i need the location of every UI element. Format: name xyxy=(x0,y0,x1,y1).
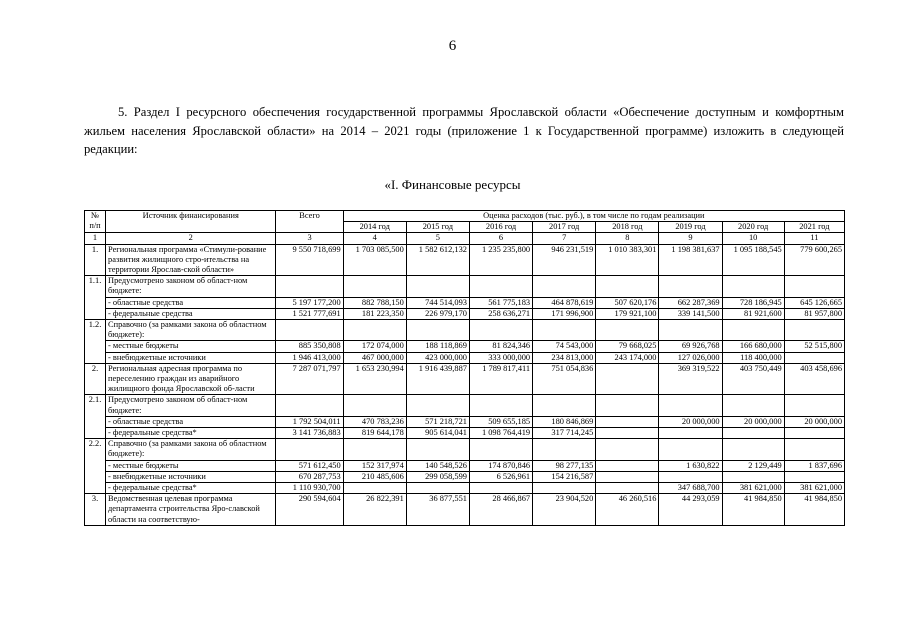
row-value: 166 680,000 xyxy=(722,341,784,352)
row-value xyxy=(406,276,469,297)
column-number: 5 xyxy=(406,233,469,244)
table-row xyxy=(85,494,845,526)
row-number xyxy=(85,308,106,319)
row-value: 188 118,869 xyxy=(406,341,469,352)
row-value xyxy=(533,320,596,341)
row-value: 905 614,041 xyxy=(406,428,469,439)
row-value: 347 688,700 xyxy=(659,483,722,494)
row-value: 1 792 504,011 xyxy=(276,416,343,427)
row-value: 1 521 777,691 xyxy=(276,308,343,319)
row-value: 946 231,519 xyxy=(533,244,596,276)
table-row xyxy=(85,428,845,439)
row-label: Ведомственная целевая программа департамента строительства Яро-славской области на соответствую- xyxy=(106,494,276,526)
row-value: 333 000,000 xyxy=(469,352,532,363)
row-value: 172 074,000 xyxy=(343,341,406,352)
row-value: 1 946 413,000 xyxy=(276,352,343,363)
row-value: 509 655,185 xyxy=(469,416,532,427)
row-value xyxy=(722,471,784,482)
column-number: 3 xyxy=(276,233,343,244)
header-year: 2019 год xyxy=(659,222,722,233)
row-label: - федеральные средства* xyxy=(106,483,276,494)
row-value xyxy=(596,428,659,439)
column-number: 9 xyxy=(659,233,722,244)
row-value: 20 000,000 xyxy=(784,416,844,427)
row-value xyxy=(596,320,659,341)
table-row xyxy=(85,416,845,427)
row-value: 81 957,800 xyxy=(784,308,844,319)
row-number xyxy=(85,352,106,363)
row-value xyxy=(276,395,343,416)
table-row xyxy=(85,439,845,460)
row-value: 140 548,526 xyxy=(406,460,469,471)
row-value: 23 904,520 xyxy=(533,494,596,526)
row-value xyxy=(276,320,343,341)
header-num: № п/п xyxy=(85,211,106,233)
row-value xyxy=(533,439,596,460)
row-value xyxy=(469,483,532,494)
table-row xyxy=(85,320,845,341)
table-row xyxy=(85,308,845,319)
row-value: 571 218,721 xyxy=(406,416,469,427)
row-value xyxy=(469,276,532,297)
row-value xyxy=(784,352,844,363)
row-value: 299 058,599 xyxy=(406,471,469,482)
row-number: 3. xyxy=(85,494,106,526)
row-value xyxy=(406,395,469,416)
row-value: 885 350,808 xyxy=(276,341,343,352)
row-value xyxy=(659,320,722,341)
row-value xyxy=(343,439,406,460)
row-value: 81 824,346 xyxy=(469,341,532,352)
row-value xyxy=(343,276,406,297)
row-value xyxy=(596,483,659,494)
row-value xyxy=(596,471,659,482)
row-label: Предусмотрено законом об област-ном бюджете: xyxy=(106,395,276,416)
row-value xyxy=(722,320,784,341)
row-value: 1 653 230,994 xyxy=(343,363,406,395)
row-number xyxy=(85,471,106,482)
row-value: 118 400,000 xyxy=(722,352,784,363)
row-value: 1 630,822 xyxy=(659,460,722,471)
row-label: - областные средства xyxy=(106,297,276,308)
row-value: 423 000,000 xyxy=(406,352,469,363)
table-row xyxy=(85,276,845,297)
row-value: 1 789 817,411 xyxy=(469,363,532,395)
header-year: 2018 год xyxy=(596,222,659,233)
column-number: 1 xyxy=(85,233,106,244)
row-value: 181 223,350 xyxy=(343,308,406,319)
row-value: 26 822,391 xyxy=(343,494,406,526)
row-value: 5 197 177,200 xyxy=(276,297,343,308)
row-value xyxy=(469,439,532,460)
row-number: 2. xyxy=(85,363,106,395)
row-value xyxy=(784,276,844,297)
paragraph-text: 5. Раздел I ресурсного обеспечения государственной программы Ярославской области «Обеспечение доступным и комфортным жильем населения Ярославской области» на 2014 – 2021 годы (приложение 1 к Государственной программе) изложить в следующей редакции: xyxy=(84,105,844,156)
row-number: 2.2. xyxy=(85,439,106,460)
row-value: 81 921,600 xyxy=(722,308,784,319)
column-number-row xyxy=(85,233,845,244)
row-number xyxy=(85,341,106,352)
row-value: 507 620,176 xyxy=(596,297,659,308)
row-value xyxy=(533,395,596,416)
row-value xyxy=(784,471,844,482)
row-number: 2.1. xyxy=(85,395,106,416)
row-value: 226 979,170 xyxy=(406,308,469,319)
row-value xyxy=(406,439,469,460)
column-number: 8 xyxy=(596,233,659,244)
row-value xyxy=(784,320,844,341)
table-row xyxy=(85,483,845,494)
row-value xyxy=(343,395,406,416)
column-number: 10 xyxy=(722,233,784,244)
table-row xyxy=(85,471,845,482)
row-value xyxy=(784,395,844,416)
header-year: 2016 год xyxy=(469,222,532,233)
row-value: 369 319,522 xyxy=(659,363,722,395)
row-value: 470 783,236 xyxy=(343,416,406,427)
row-value: 1 703 085,500 xyxy=(343,244,406,276)
section-title: «I. Финансовые ресурсы xyxy=(384,177,521,192)
row-value: 1 110 930,700 xyxy=(276,483,343,494)
row-label: - федеральные средства xyxy=(106,308,276,319)
column-number: 6 xyxy=(469,233,532,244)
column-number: 2 xyxy=(106,233,276,244)
header-year: 2014 год xyxy=(343,222,406,233)
row-value: 467 000,000 xyxy=(343,352,406,363)
row-value: 1 010 383,301 xyxy=(596,244,659,276)
row-value: 7 287 071,797 xyxy=(276,363,343,395)
table-row xyxy=(85,363,845,395)
row-value: 41 984,850 xyxy=(784,494,844,526)
row-value: 20 000,000 xyxy=(722,416,784,427)
row-value: 52 515,800 xyxy=(784,341,844,352)
table-body xyxy=(85,244,845,525)
row-value: 46 260,516 xyxy=(596,494,659,526)
row-value: 1 582 612,132 xyxy=(406,244,469,276)
body-paragraph xyxy=(84,103,844,159)
header-year: 2020 год xyxy=(722,222,784,233)
row-value xyxy=(722,395,784,416)
row-value: 403 458,696 xyxy=(784,363,844,395)
row-label: Региональная адресная программа по переселению граждан из аварийного жилищного фонда Ярославской об-ласти xyxy=(106,363,276,395)
row-value: 243 174,000 xyxy=(596,352,659,363)
row-value xyxy=(469,320,532,341)
row-value xyxy=(596,416,659,427)
row-value xyxy=(659,276,722,297)
row-value xyxy=(596,439,659,460)
row-label: - внебюджетные источники xyxy=(106,352,276,363)
header-source: Источник финансирования xyxy=(106,211,276,233)
row-value: 44 293,059 xyxy=(659,494,722,526)
row-value: 381 621,000 xyxy=(784,483,844,494)
row-value xyxy=(343,320,406,341)
row-value: 6 526,961 xyxy=(469,471,532,482)
row-value: 174 870,846 xyxy=(469,460,532,471)
finance-table xyxy=(84,210,845,526)
row-value: 36 877,551 xyxy=(406,494,469,526)
row-value xyxy=(533,483,596,494)
row-value xyxy=(722,439,784,460)
table-row xyxy=(85,395,845,416)
row-value xyxy=(784,439,844,460)
row-value: 290 594,604 xyxy=(276,494,343,526)
row-value: 744 514,093 xyxy=(406,297,469,308)
table-row xyxy=(85,244,845,276)
row-value: 210 485,606 xyxy=(343,471,406,482)
row-label: - областные средства xyxy=(106,416,276,427)
table-row xyxy=(85,341,845,352)
row-number xyxy=(85,483,106,494)
column-number: 4 xyxy=(343,233,406,244)
row-number: 1.1. xyxy=(85,276,106,297)
row-value: 179 921,100 xyxy=(596,308,659,319)
row-number xyxy=(85,416,106,427)
row-value: 127 026,000 xyxy=(659,352,722,363)
row-value xyxy=(659,439,722,460)
header-year: 2015 год xyxy=(406,222,469,233)
row-value: 381 621,000 xyxy=(722,483,784,494)
row-value: 571 612,450 xyxy=(276,460,343,471)
row-value: 3 141 736,883 xyxy=(276,428,343,439)
row-label: - местные бюджеты xyxy=(106,341,276,352)
row-value xyxy=(276,276,343,297)
row-value: 154 216,587 xyxy=(533,471,596,482)
row-value: 728 186,945 xyxy=(722,297,784,308)
row-value: 258 636,271 xyxy=(469,308,532,319)
header-total: Всего xyxy=(276,211,343,233)
table-row xyxy=(85,352,845,363)
row-value: 1 916 439,887 xyxy=(406,363,469,395)
row-number: 1. xyxy=(85,244,106,276)
column-number: 11 xyxy=(784,233,844,244)
row-label: - федеральные средства* xyxy=(106,428,276,439)
row-label: - внебюджетные источники xyxy=(106,471,276,482)
header-year: 2021 год xyxy=(784,222,844,233)
row-value: 1 837,696 xyxy=(784,460,844,471)
page-number: 6 xyxy=(448,38,457,54)
row-value: 670 287,753 xyxy=(276,471,343,482)
row-label: Справочно (за рамками закона об областном бюджете): xyxy=(106,320,276,341)
row-value: 152 317,974 xyxy=(343,460,406,471)
row-number xyxy=(85,460,106,471)
row-value xyxy=(659,395,722,416)
row-value: 74 543,000 xyxy=(533,341,596,352)
row-label: Справочно (за рамками закона об областном бюджете): xyxy=(106,439,276,460)
row-value: 79 668,025 xyxy=(596,341,659,352)
row-number xyxy=(85,297,106,308)
row-value xyxy=(722,276,784,297)
row-value: 464 878,619 xyxy=(533,297,596,308)
table-row xyxy=(85,460,845,471)
row-value: 9 550 718,699 xyxy=(276,244,343,276)
column-number: 7 xyxy=(533,233,596,244)
row-value: 41 984,850 xyxy=(722,494,784,526)
row-value xyxy=(659,428,722,439)
row-value xyxy=(596,395,659,416)
row-value: 645 126,665 xyxy=(784,297,844,308)
row-label: - местные бюджеты xyxy=(106,460,276,471)
row-value xyxy=(276,439,343,460)
row-value: 69 926,768 xyxy=(659,341,722,352)
row-value: 28 466,867 xyxy=(469,494,532,526)
row-value xyxy=(469,395,532,416)
row-value xyxy=(596,363,659,395)
row-value xyxy=(722,428,784,439)
row-value: 751 054,836 xyxy=(533,363,596,395)
row-value: 2 129,449 xyxy=(722,460,784,471)
row-value: 1 098 764,419 xyxy=(469,428,532,439)
row-label: Предусмотрено законом об област-ном бюджете: xyxy=(106,276,276,297)
row-value xyxy=(533,276,596,297)
row-value: 662 287,369 xyxy=(659,297,722,308)
row-value: 561 775,183 xyxy=(469,297,532,308)
row-value: 234 813,000 xyxy=(533,352,596,363)
row-value: 1 235 235,800 xyxy=(469,244,532,276)
row-number xyxy=(85,428,106,439)
header-year: 2017 год xyxy=(533,222,596,233)
row-label: Региональная программа «Стимули-рование развития жилищного стро-ительства на территории Ярослав-ской области» xyxy=(106,244,276,276)
row-value: 317 714,245 xyxy=(533,428,596,439)
row-value xyxy=(343,483,406,494)
table-row xyxy=(85,297,845,308)
row-value xyxy=(596,460,659,471)
row-value: 20 000,000 xyxy=(659,416,722,427)
row-value: 1 095 188,545 xyxy=(722,244,784,276)
header-estimate: Оценка расходов (тыс. руб.), в том числе по годам реализации xyxy=(343,211,844,222)
row-value xyxy=(596,276,659,297)
row-value: 819 644,178 xyxy=(343,428,406,439)
row-value: 171 996,900 xyxy=(533,308,596,319)
row-value xyxy=(406,483,469,494)
row-value: 1 198 381,637 xyxy=(659,244,722,276)
row-value xyxy=(784,428,844,439)
row-value: 403 750,449 xyxy=(722,363,784,395)
table-header xyxy=(85,211,845,245)
row-value xyxy=(406,320,469,341)
row-value: 98 277,135 xyxy=(533,460,596,471)
row-value: 882 788,150 xyxy=(343,297,406,308)
row-number: 1.2. xyxy=(85,320,106,341)
row-value xyxy=(659,471,722,482)
row-value: 339 141,500 xyxy=(659,308,722,319)
row-value: 779 600,265 xyxy=(784,244,844,276)
row-value: 180 846,869 xyxy=(533,416,596,427)
